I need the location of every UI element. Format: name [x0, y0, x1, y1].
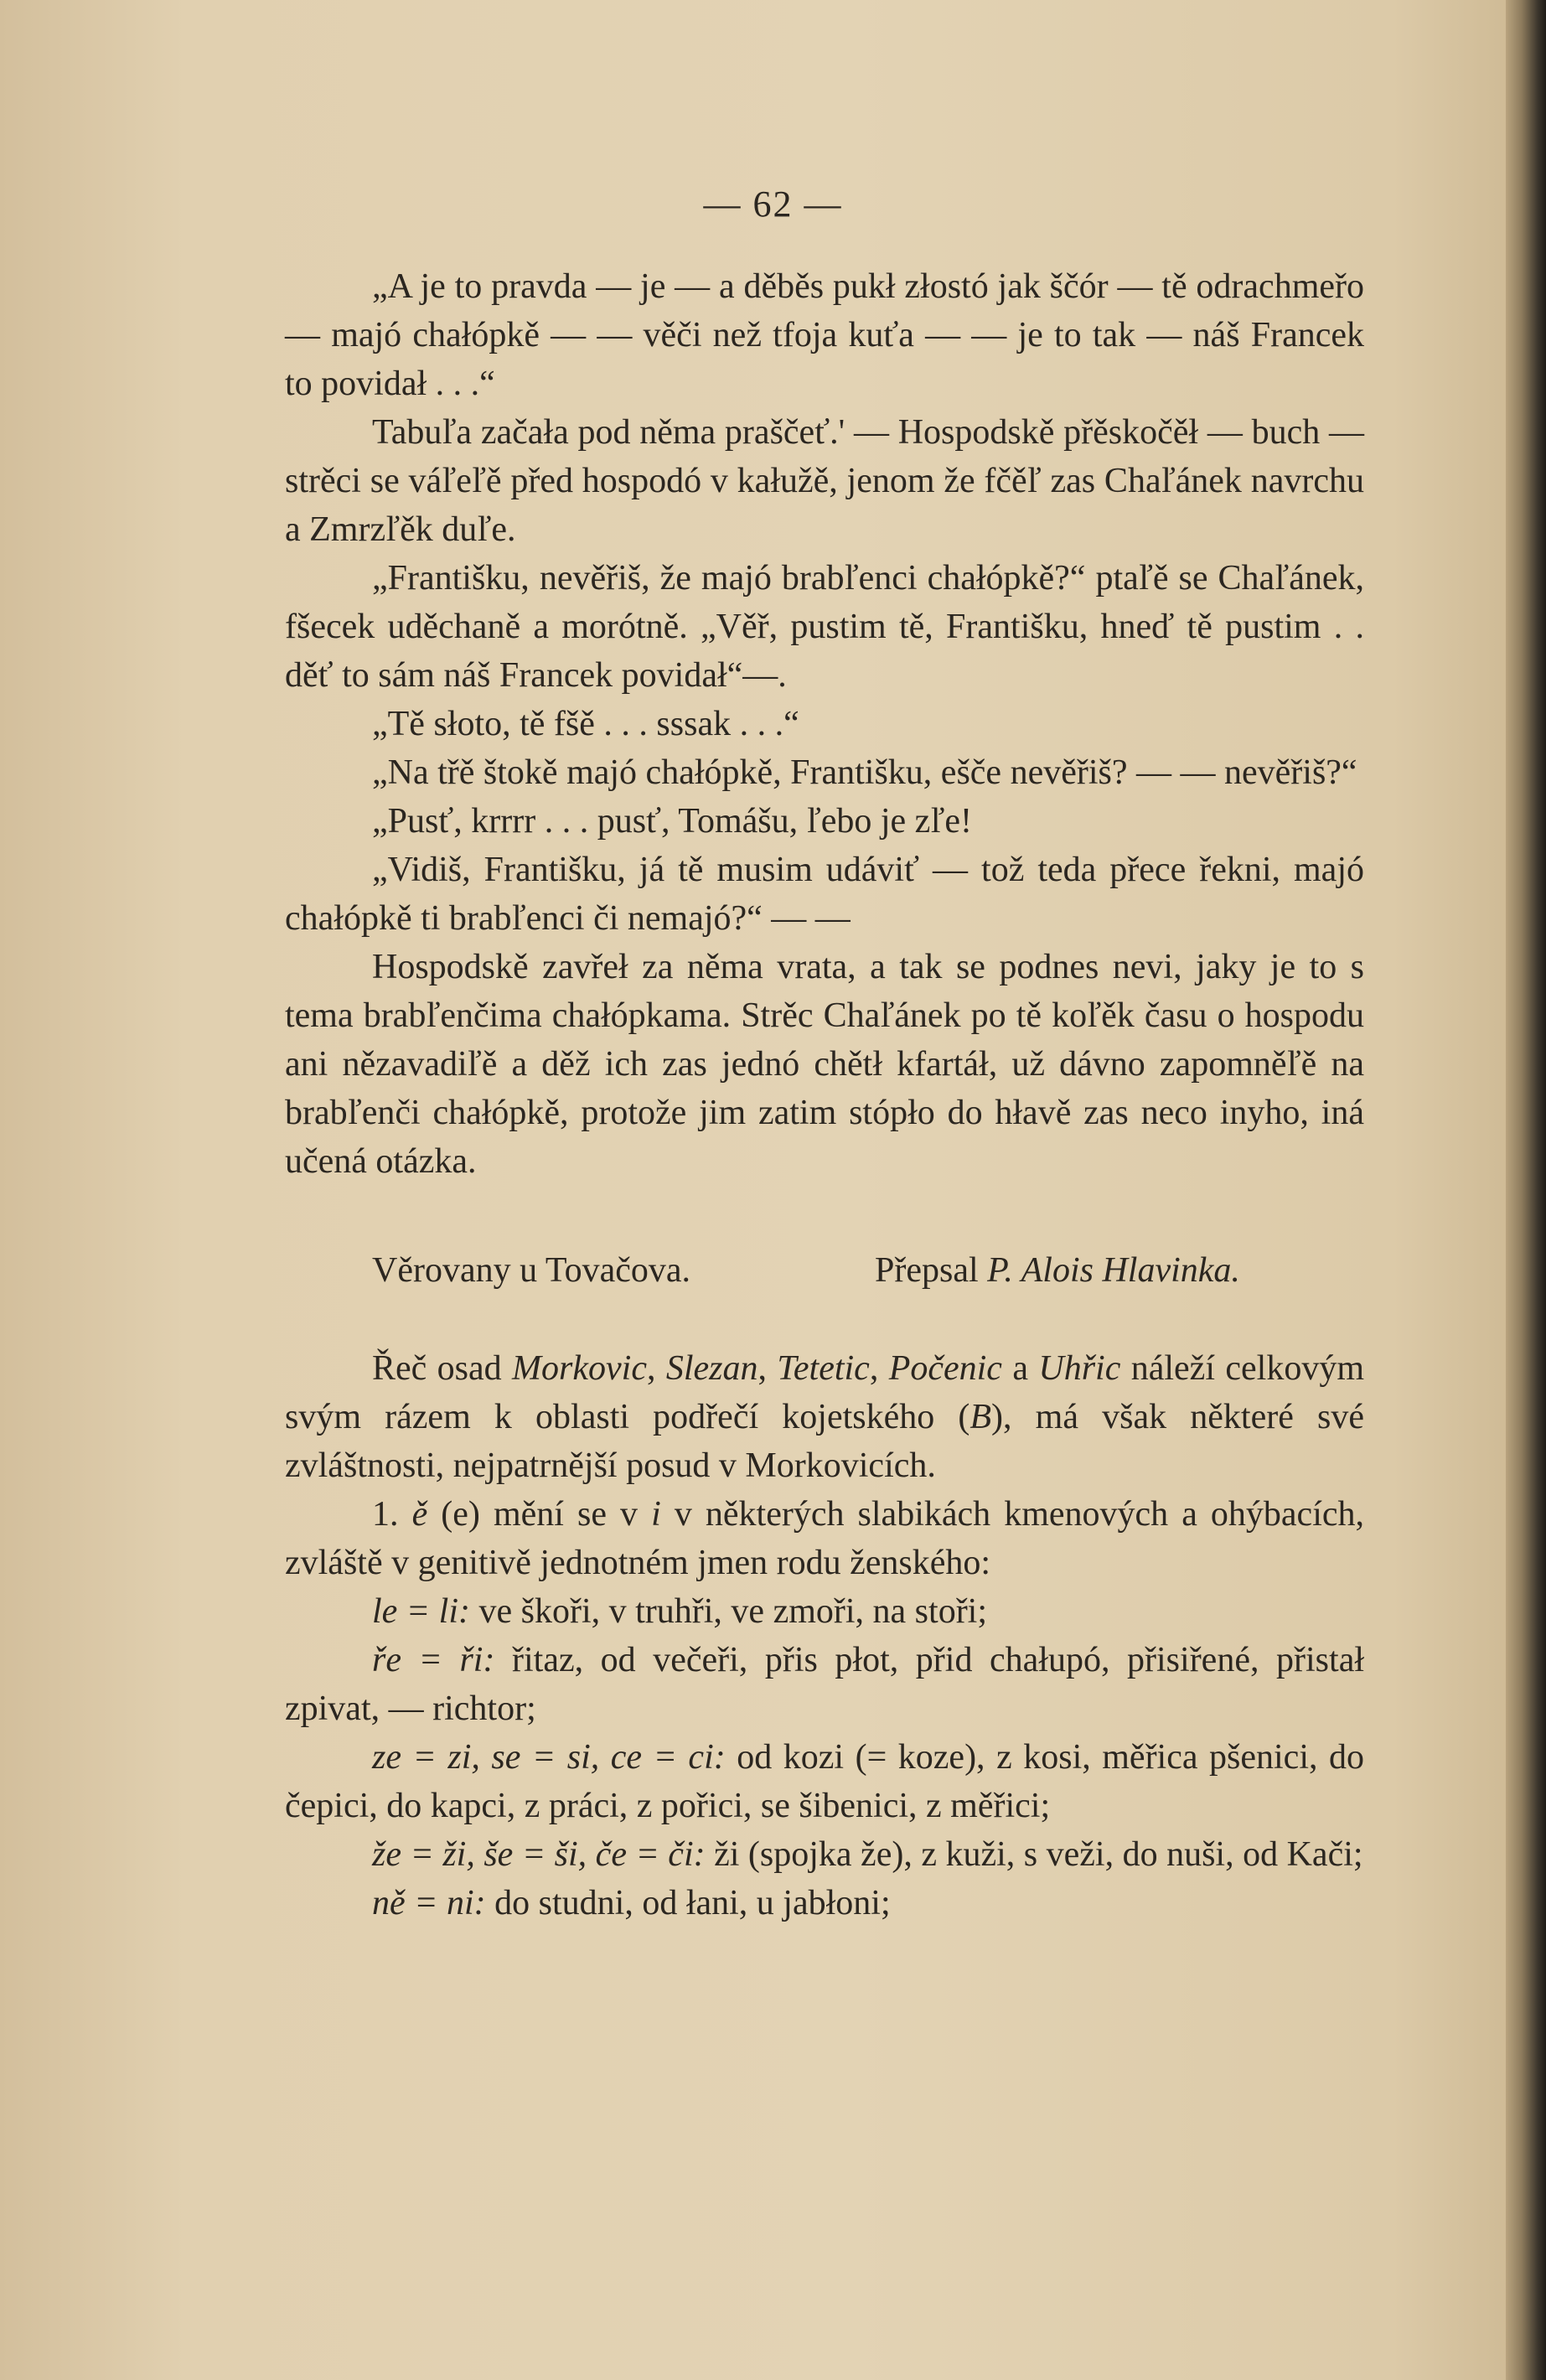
rule-key: le = li: [372, 1592, 470, 1631]
story-paragraph: Tabuľa začała pod něma praščeť.' — Hospodskě přěskočěł — buch — strěci se váľeľě před hospodó v kałužě, jenom že fčěľ zas Chaľánek navrchu a Zmrzľěk duľe. [285, 413, 1364, 549]
point-text: v některých slabikách kmenových a ohýbacích, zvláště v genitivě jednotném jmen rodu ženského: [285, 1495, 1365, 1582]
credit-name: P. Alois Hlavinka. [987, 1251, 1240, 1290]
rule-list [285, 1587, 1364, 1927]
rule-key: ně = ni: [372, 1884, 486, 1922]
point-number: 1. [372, 1495, 412, 1534]
rule-line [285, 1587, 1364, 1636]
place-morkovic: Morkovic [512, 1349, 647, 1388]
point-symbol: ě [411, 1495, 428, 1534]
signature-place: Věrovany u Tovačova. [372, 1251, 690, 1290]
note-point-1 [285, 1490, 1364, 1587]
intro-text: Řeč osad [372, 1349, 513, 1388]
intro-text: a [1001, 1349, 1039, 1388]
story-paragraph: „Tě słoto, tě fšě . . . sssak . . .“ [372, 705, 799, 743]
rule-key: že = ži, še = ši, če = či: [372, 1835, 706, 1874]
point-paren: (e) [427, 1495, 494, 1534]
dialect-story [285, 262, 1364, 1186]
place-tetetic: Tetetic [777, 1349, 870, 1388]
rule-text: do studni, od łani, u jabłoni; [485, 1884, 891, 1922]
page-number: — 62 — [703, 184, 843, 225]
credit-prefix: Přepsal [875, 1251, 988, 1290]
intro-text: , [757, 1349, 778, 1388]
point-text: mění se v [493, 1495, 652, 1534]
rule-text: ži (spojka že), z kuži, s veži, do nuši, od Kači; [705, 1835, 1363, 1874]
rule-key: ze = zi, se = si, ce = ci: [372, 1738, 726, 1777]
subdialect-letter: B [969, 1398, 992, 1436]
rule-text: řitaz, od večeři, přis płot, přid chałupó, přisiřené, přistał zpivat, — richtor; [285, 1641, 1365, 1728]
rule-line [285, 1733, 1364, 1830]
story-paragraph: „Pusť, krrrr . . . pusť, Tomášu, ľebo je zľe! [372, 802, 972, 841]
signature-credit [875, 1246, 1240, 1295]
note-intro [285, 1344, 1364, 1490]
book-spine-edge [1506, 0, 1546, 2380]
place-slezan: Slezan [665, 1349, 758, 1388]
intro-text: náleží celkovým svým rázem k oblasti podřečí kojetského ( [285, 1349, 1364, 1436]
story-paragraph: „Vidiš, Františku, já tě musim udáviť — tož teda přece řekni, majó chałópkě ti brabľenci či nemajó?“ — — [285, 851, 1364, 938]
story-paragraph: Hospodskě zavřeł za něma vrata, a tak se podnes nevi, jaky je to s tema brabľenčima chałópkama. Strěc Chaľánek po tě koľěk času o hospodu ani nězavadiľě a děž ich zas jednó chětł kfartáł, už dávno zapomněľě na brabľenči chałópkě, protože jim zatim stópło do hłavě zas neco inyho, iná učená otázka. [285, 948, 1364, 1181]
dialect-note [285, 1344, 1364, 1927]
rule-text: ve škoři, v truhři, ve zmoři, na stoři; [469, 1592, 988, 1631]
story-paragraph: „A je to pravda — je — a děběs pukł złostó jak ščór — tě odrachmeřo — majó chałópkě — — věči než tfoja kuťa — — je to tak — náš Francek to povidał . . .“ [285, 267, 1364, 403]
story-paragraph: „Na třě štokě majó chałópkě, Františku, ešče nevěřiš? — — nevěřiš?“ [372, 753, 1357, 792]
rule-line [285, 1879, 1364, 1927]
point-letter: i [651, 1495, 661, 1534]
rule-text: od kozi (= koze), z kosi, měřica pšenici, do čepici, do kapci, z práci, z pořici, se šibenici, z měřici; [285, 1738, 1364, 1825]
place-uhric: Uhřic [1038, 1349, 1121, 1388]
story-paragraph: „Františku, nevěřiš, že majó brabľenci chałópkě?“ ptaľě se Chaľánek, fšecek uděchaně a morótně. „Věř, pustim tě, Františku, hneď tě pustim . . děť to sám náš Francek povidał“—. [285, 559, 1364, 695]
place-pocenic: Počenic [888, 1349, 1002, 1388]
rule-key: ře = ři: [372, 1641, 495, 1679]
intro-text: ), má však některé své zvláštnosti, nejpatrnější posud v Morkovicích. [285, 1398, 1364, 1485]
rule-line [285, 1636, 1364, 1733]
rule-line [285, 1830, 1364, 1879]
intro-text: , [869, 1349, 889, 1388]
intro-text: , [646, 1349, 666, 1388]
